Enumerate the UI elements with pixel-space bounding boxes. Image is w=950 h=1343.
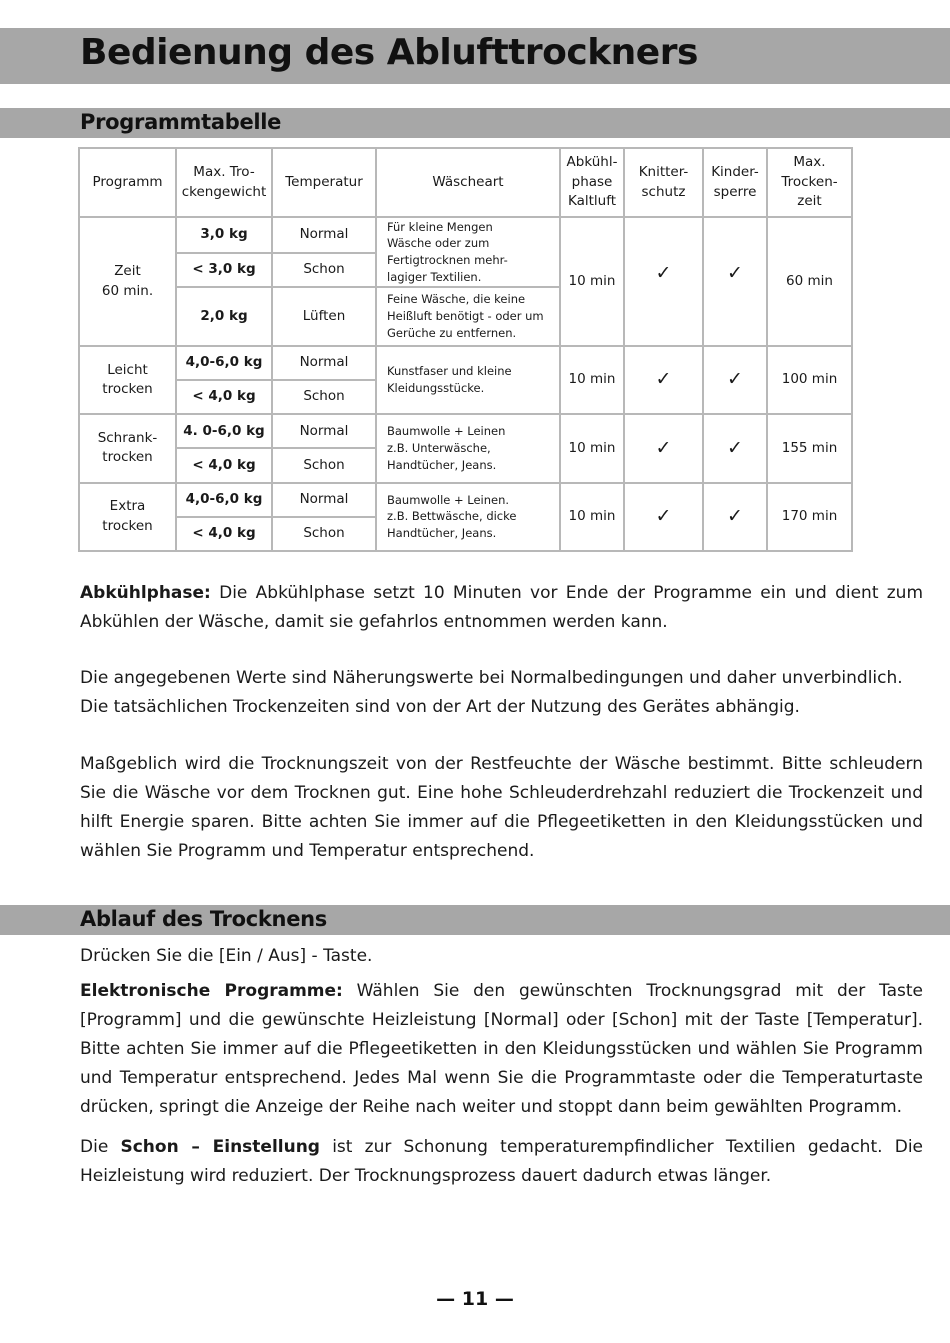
program-table	[78, 147, 853, 552]
table-row	[79, 346, 852, 380]
temperature-cell: Schon	[272, 517, 376, 551]
section-bar-ablauf	[0, 905, 950, 935]
paragraph-ein-aus: Drücken Sie die [Ein / Aus] - Taste.	[80, 946, 373, 966]
cooldown-cell: 10 min	[560, 483, 624, 551]
page-number: — 11 —	[436, 1288, 514, 1310]
max-time-cell: 100 min	[767, 346, 852, 414]
max-time-cell: 170 min	[767, 483, 852, 551]
temperature-cell: Normal	[272, 483, 376, 517]
temperature-cell: Normal	[272, 217, 376, 252]
laundry-type-cell: Baumwolle + Leinen. z.B. Bettwäsche, dicke Handtücher, Jeans.	[376, 483, 560, 551]
table-row	[79, 217, 852, 252]
weight-cell: < 4,0 kg	[176, 380, 272, 414]
paragraph-schon	[80, 1133, 923, 1191]
label-abkuehlphase: Abkühlphase:	[80, 583, 211, 603]
section-bar-programmtabelle	[0, 108, 950, 138]
weight-cell: 2,0 kg	[176, 287, 272, 346]
section-title-programmtabelle: Programmtabelle	[80, 110, 282, 134]
table-row	[79, 483, 852, 517]
weight-cell: < 3,0 kg	[176, 253, 272, 287]
weight-cell: 4,0-6,0 kg	[176, 346, 272, 380]
child-lock-check-icon: ✓	[703, 414, 767, 482]
max-time-cell: 155 min	[767, 414, 852, 482]
laundry-type-cell: Baumwolle + Leinen z.B. Unterwäsche, Handtücher, Jeans.	[376, 414, 560, 482]
weight-cell: 4. 0-6,0 kg	[176, 414, 272, 448]
weight-cell: < 4,0 kg	[176, 517, 272, 551]
header-abkuehlphase: Abkühl- phase Kaltluft	[560, 148, 624, 217]
table-row	[79, 414, 852, 448]
header-waescheart: Wäscheart	[376, 148, 560, 217]
page-title: Bedienung des Ablufttrockners	[80, 32, 698, 73]
paragraph-values-1: Die angegebenen Werte sind Näherungswerte bei Normalbedingungen und daher unverbindlich.	[80, 668, 903, 688]
header-max-zeit: Max. Trocken- zeit	[767, 148, 852, 217]
weight-cell: 4,0-6,0 kg	[176, 483, 272, 517]
crease-protection-check-icon: ✓	[624, 483, 703, 551]
header-temperatur: Temperatur	[272, 148, 376, 217]
text-schon: ist zur Schonung temperaturempfindlicher Textilien gedacht. Die Heizleistung wird reduziert. Der Trocknungsprozess dauert dadurch etwas länger.	[80, 1137, 923, 1186]
paragraph-abkuehlphase	[80, 579, 923, 637]
child-lock-check-icon: ✓	[703, 217, 767, 346]
laundry-type-cell: Feine Wäsche, die keine Heißluft benötigt - oder um Gerüche zu entfernen.	[376, 287, 560, 346]
weight-cell: < 4,0 kg	[176, 448, 272, 482]
crease-protection-check-icon: ✓	[624, 217, 703, 346]
header-gewicht: Max. Tro- ckengewicht	[176, 148, 272, 217]
header-programm: Programm	[79, 148, 176, 217]
section-title-ablauf: Ablauf des Trocknens	[80, 907, 327, 931]
laundry-type-cell: Für kleine Mengen Wäsche oder zum Fertigtrocknen mehr- lagiger Textilien.	[376, 217, 560, 286]
temperature-cell: Schon	[272, 448, 376, 482]
cooldown-cell: 10 min	[560, 346, 624, 414]
text-elektronische-programme: Wählen Sie den gewünschten Trocknungsgrad mit der Taste [Programm] und die gewünschte Heizleistung [Normal] oder [Schon] mit der Taste [Temperatur]. Bitte achten Sie immer auf die Pflegeetiketten in den Kleidungsstücken und wählen Sie Programm und Temperatur entsprechend. Jedes Mal wenn Sie die Programmtaste oder die Temperaturtaste drücken, springt die Anzeige der Reihe nach weiter und stoppt dann beim gewählten Programm.	[80, 981, 923, 1117]
paragraph-values-2: Die tatsächlichen Trockenzeiten sind von der Art der Nutzung des Gerätes abhängig.	[80, 697, 800, 717]
child-lock-check-icon: ✓	[703, 483, 767, 551]
cooldown-cell: 10 min	[560, 414, 624, 482]
program-name: Leicht trocken	[79, 346, 176, 414]
table-header-row	[79, 148, 852, 217]
temperature-cell: Lüften	[272, 287, 376, 346]
program-name: Schrank- trocken	[79, 414, 176, 482]
temperature-cell: Normal	[272, 414, 376, 448]
weight-cell: 3,0 kg	[176, 217, 272, 252]
max-time-cell: 60 min	[767, 217, 852, 346]
child-lock-check-icon: ✓	[703, 346, 767, 414]
title-bar	[0, 28, 950, 84]
label-schon-einstellung: Schon – Einstellung	[120, 1137, 320, 1157]
header-kindersperre: Kinder- sperre	[703, 148, 767, 217]
temperature-cell: Schon	[272, 253, 376, 287]
text-schon-prefix: Die	[80, 1137, 121, 1157]
crease-protection-check-icon: ✓	[624, 346, 703, 414]
crease-protection-check-icon: ✓	[624, 414, 703, 482]
program-name: Extra trocken	[79, 483, 176, 551]
header-knitterschutz: Knitter- schutz	[624, 148, 703, 217]
cooldown-cell: 10 min	[560, 217, 624, 346]
label-elektronische-programme: Elektronische Programme:	[80, 981, 343, 1001]
laundry-type-cell: Kunstfaser und kleine Kleidungsstücke.	[376, 346, 560, 414]
paragraph-elektronische-programme	[80, 977, 923, 1122]
program-name: Zeit 60 min.	[79, 217, 176, 346]
paragraph-massgeblich: Maßgeblich wird die Trocknungszeit von der Restfeuchte der Wäsche bestimmt. Bitte schleudern Sie die Wäsche vor dem Trocknen gut. Eine hohe Schleuderdrehzahl reduziert die Trockenzeit und hilft Energie sparen. Bitte achten Sie immer auf die Pflegeetiketten in den Kleidungsstücken und wählen Sie Programm und Temperatur entsprechend.	[80, 754, 923, 861]
temperature-cell: Schon	[272, 380, 376, 414]
temperature-cell: Normal	[272, 346, 376, 380]
text-abkuehlphase: Die Abkühlphase setzt 10 Minuten vor Ende der Programme ein und dient zum Abkühlen der Wäsche, damit sie gefahrlos entnommen werden kann.	[80, 583, 923, 632]
